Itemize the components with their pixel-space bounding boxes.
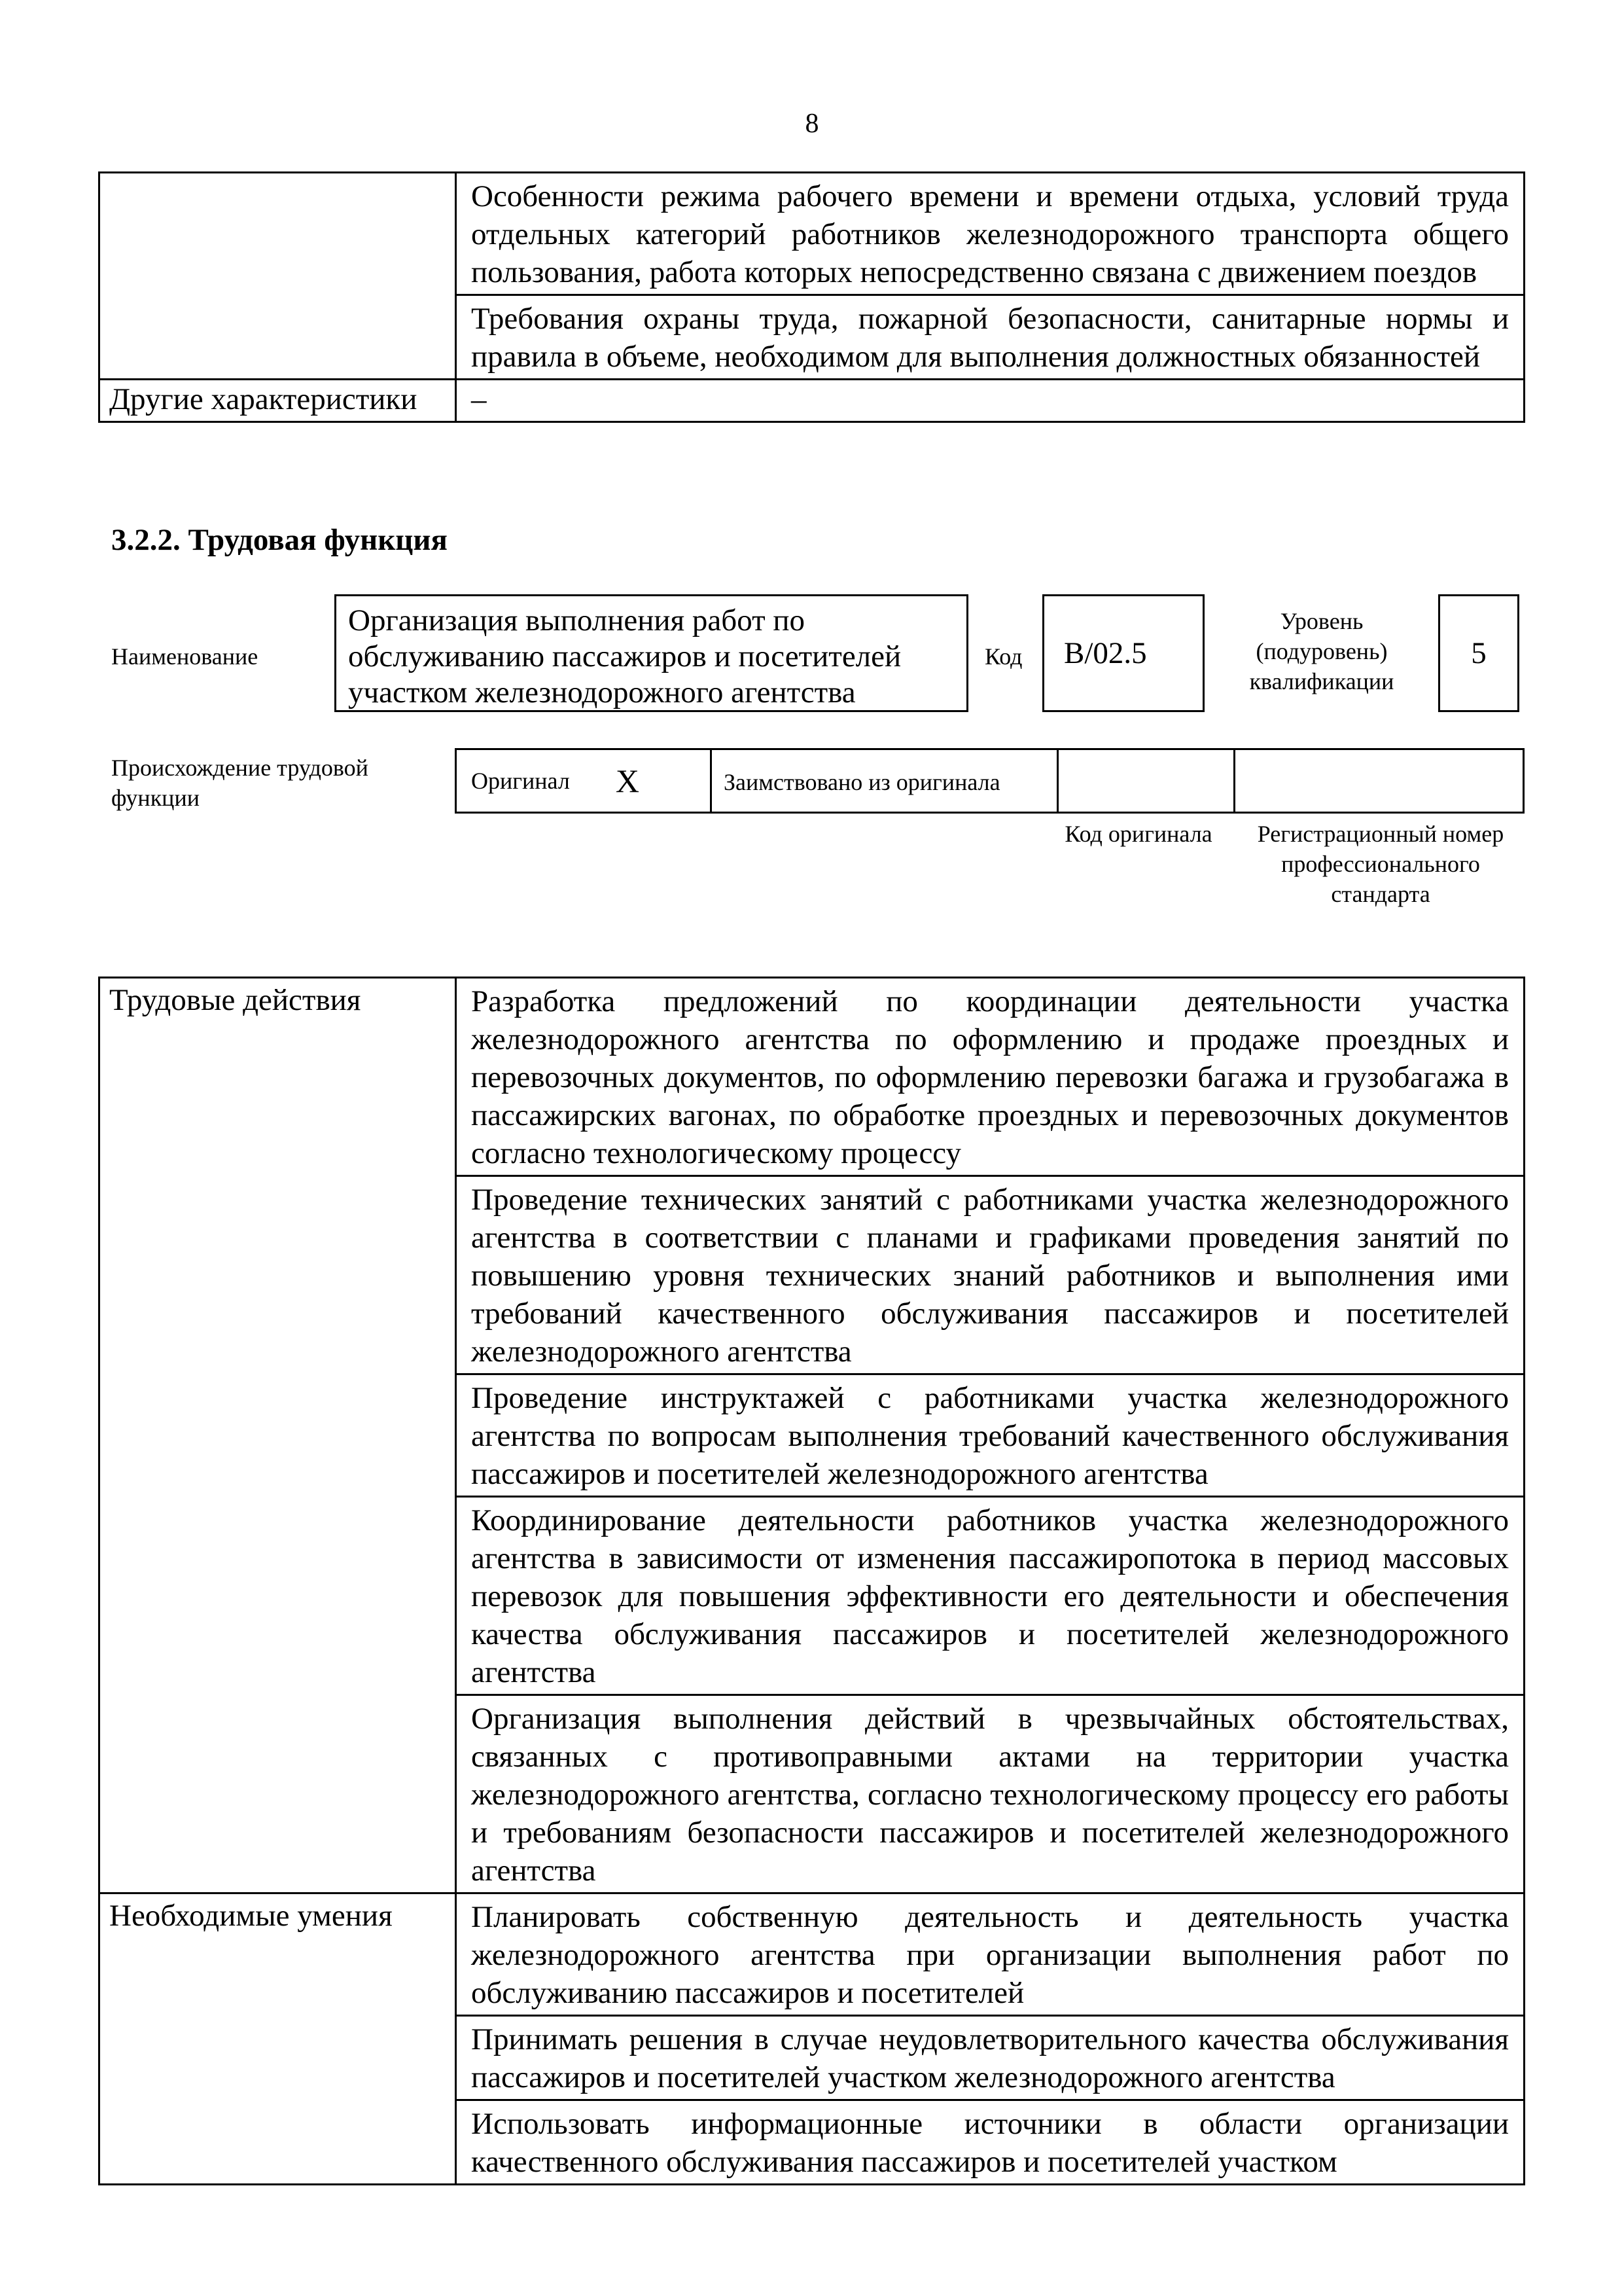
- table-cell: [456, 1374, 1525, 1497]
- empty-label-cell: [99, 295, 456, 380]
- skill-text: Использовать информационные источники в области организации качественного обслуживания пассажиров и посетителей участком: [471, 2107, 1509, 2179]
- table-cell: [456, 173, 1525, 295]
- table-cell: [99, 380, 456, 422]
- other-characteristics-label: Другие характеристики: [109, 382, 417, 416]
- origin-table: [455, 748, 1525, 814]
- qualification-level-label: Уровень (подуровень) квалификации: [1249, 608, 1394, 694]
- table-cell: [456, 1497, 1525, 1695]
- table-cell: [456, 978, 1525, 1176]
- table-row: [99, 978, 1525, 1176]
- code-original-caption: Код оригинала: [1065, 821, 1212, 847]
- code-label: Код: [985, 643, 1023, 670]
- name-label: Наименование: [111, 643, 258, 670]
- code-original-cell: [1058, 749, 1235, 813]
- labor-action-text: Проведение технических занятий с работниками участка железнодорожного агентства в соответствии с планами и графиками проведения занятий по повышению уровня технических знаний работников и выполнения ими требований качественного обслуживания пассажиров и посетителей железнодорожного агентства: [471, 1183, 1509, 1369]
- table-cell: [456, 1893, 1525, 2016]
- requirement-text: Особенности режима рабочего времени и времени отдыха, условий труда отдельных категорий работников железнодорожного транспорта общего пользования, работа которых непосредственно связана с движением поездов: [471, 179, 1509, 289]
- main-functions-table: [98, 977, 1525, 2185]
- labor-action-text: Координирование деятельности работников участка железнодорожного агентства в зависимости от изменения пассажиропотока в период массовых перевозок для повышения эффективности его деятельности и обеспечения качества обслуживания пассажиров и посетителей железнодорожного агентства: [471, 1503, 1509, 1689]
- function-name-box: Организация выполнения работ по обслуживанию пассажиров и посетителей участком железнодорожного агентства: [334, 594, 968, 712]
- table-cell: [456, 1176, 1525, 1374]
- table-cell: [456, 380, 1525, 422]
- qualification-level-box: 5: [1438, 594, 1519, 712]
- table-cell: [456, 2016, 1525, 2100]
- original-label: Оригинал: [471, 768, 570, 794]
- top-requirements-table: [98, 171, 1525, 423]
- requirement-text: Требования охраны труда, пожарной безопасности, санитарные нормы и правила в объеме, необходимом для выполнения должностных обязанностей: [471, 302, 1509, 374]
- table-row: [456, 749, 1524, 813]
- table-cell: [99, 978, 456, 1893]
- table-row: [99, 380, 1525, 422]
- skills-label: Необходимые умения: [109, 1899, 393, 1933]
- table-cell: [456, 2100, 1525, 2185]
- reg-number-cell: [1235, 749, 1524, 813]
- skill-text: Принимать решения в случае неудовлетворительного качества обслуживания пассажиров и посетителей участком железнодорожного агентства: [471, 2022, 1509, 2094]
- section-heading: 3.2.2. Трудовая функция: [111, 523, 448, 557]
- table-cell: [456, 1695, 1525, 1893]
- skill-text: Планировать собственную деятельность и деятельность участка железнодорожного агентства при организации выполнения работ по обслуживанию пассажиров и посетителей: [471, 1900, 1509, 2010]
- table-cell: [711, 749, 1058, 813]
- table-row: [99, 1893, 1525, 2016]
- table-cell: [456, 749, 711, 813]
- empty-label-cell: [99, 173, 456, 295]
- original-mark: X: [615, 762, 639, 799]
- table-cell: [456, 295, 1525, 380]
- borrowed-label: Заимствовано из оригинала: [724, 769, 1000, 795]
- table-row: [99, 295, 1525, 380]
- origin-label: Происхождение трудовой функции: [111, 755, 368, 811]
- labor-action-text: Организация выполнения действий в чрезвычайных обстоятельствах, связанных с противоправными актами на территории участка железнодорожного агентства, согласно технологическому процессу его работы и требованиям безопасности пассажиров и посетителей железнодорожного агентства: [471, 1702, 1509, 1888]
- labor-actions-label: Трудовые действия: [109, 983, 361, 1017]
- table-row: [99, 173, 1525, 295]
- labor-action-text: Разработка предложений по координации деятельности участка железнодорожного агентства по оформлению и продаже проездных и перевозочных документов, по оформлению перевозки багажа и грузобагажа в пассажирских вагонах, по обработке проездных и перевозочных документов согласно технологическому процессу: [471, 984, 1509, 1170]
- code-value-box: B/02.5: [1042, 594, 1205, 712]
- reg-number-caption: Регистрационный номер профессионального стандарта: [1257, 821, 1504, 907]
- labor-action-text: Проведение инструктажей с работниками участка железнодорожного агентства по вопросам выполнения требований качественного обслуживания пассажиров и посетителей железнодорожного агентства: [471, 1381, 1509, 1491]
- table-cell: [99, 1893, 456, 2185]
- other-characteristics-value: –: [471, 382, 487, 416]
- page-number: 8: [805, 109, 819, 139]
- original-cell: [457, 762, 710, 800]
